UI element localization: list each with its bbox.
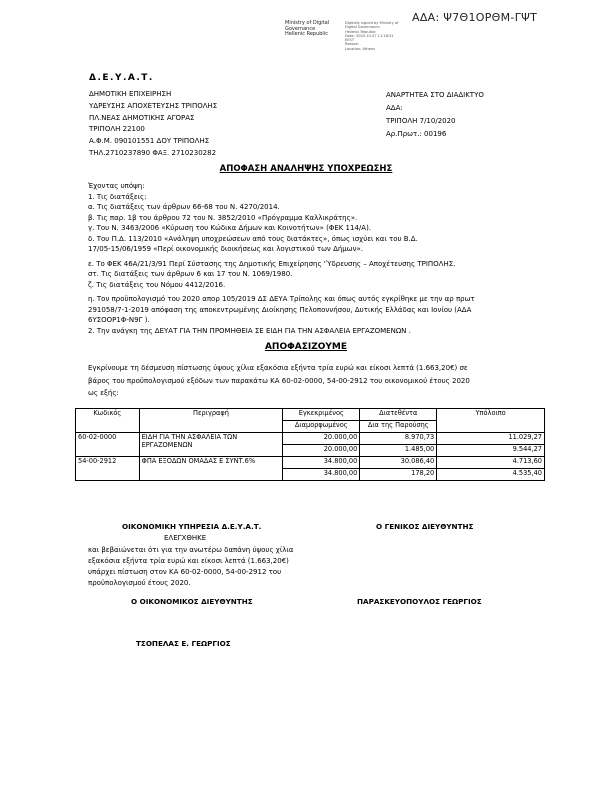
row-description-line: ΕΡΓΑΖΟΜΕΝΩΝ <box>141 441 193 449</box>
header-right-line: ΑΝΑΡΤΗΤΕΑ ΣΤΟ ΔΙΑΔΙΚΤΥΟ <box>386 91 484 99</box>
decision-line: ως εξής: <box>88 389 119 397</box>
stamp-detail-line: Digital Governance, <box>345 25 381 30</box>
cell-approved: 34.800,00 <box>283 457 360 469</box>
table-header-row <box>76 409 545 421</box>
header-description: Περιγραφή <box>139 409 283 433</box>
cell-remaining: 4.535,40 <box>437 469 545 481</box>
stamp-ministry-line: Governance <box>285 25 316 32</box>
stamp-ministry-line: Hellenic Republic <box>285 31 328 38</box>
row-code: 60-02-0000 <box>76 433 140 457</box>
general-director-name: ΠΑΡΑΣΚΕΥΟΠΟΥΛΟΣ ΓΕΩΡΓΙΟΣ <box>357 597 482 606</box>
header-left-line: ΔΗΜΟΤΙΚΗ ΕΠΙΧΕΙΡΗΣΗ <box>89 90 172 98</box>
consideration-line: γ. Του Ν. 3463/2006 «Κύρωση του Κώδικα Δήμων και Κοινοτήτων» (ΦΕΚ 114/Α). <box>88 224 372 232</box>
finance-service-title: ΟΙΚΟΝΟΜΙΚΗ ΥΠΗΡΕΣΙΑ Δ.Ε.Υ.Α.Τ. <box>122 522 262 531</box>
header-left-line: Α.Φ.Μ. 090101551 ΔΟΥ ΤΡΙΠΟΛΗΣ <box>89 137 210 146</box>
stamp-detail-line: Reason: <box>345 42 360 47</box>
cell-approved: 20.000,00 <box>283 445 360 457</box>
cell-allocated: 30.086,40 <box>360 457 437 469</box>
digital-signature-stamp <box>285 21 398 51</box>
cell-approved: 20.000,00 <box>283 433 360 445</box>
header-allocated: Διατεθέντα <box>360 409 437 421</box>
subheader-shaped: Διαμορφωμένος <box>283 421 360 433</box>
consideration-line: ζ. Τις διατάξεις του Νόμου 4412/2016. <box>88 280 226 289</box>
considerations <box>88 181 543 336</box>
finance-director-name: ΤΣΟΠΕΛΑΣ Ε. ΓΕΩΡΓΙΟΣ <box>136 639 231 648</box>
cell-remaining: 11.029,27 <box>437 433 545 445</box>
consideration-line: δ. Του Π.Δ. 113/2010 «Ανάληψη υποχρεώσεων από τους διατάκτες», όπως ισχύει και του Β.Δ. <box>88 234 418 243</box>
header-right <box>386 89 484 141</box>
header-right-line: ΑΔΑ: <box>386 104 403 112</box>
decision-text <box>88 362 543 400</box>
cell-approved: 34.800,00 <box>283 469 360 481</box>
consideration-line: 2. Την ανάγκη της ΔΕΥΑΤ ΓΙΑ ΤΗΝ ΠΡΟΜΗΘΕΙΑ ΣΕ ΕΙΔΗ ΓΙΑ ΤΗΝ ΑΣΦΑΛΕΙΑ ΕΡΓΑΖΟΜΕΝΩΝ . <box>88 326 411 335</box>
consideration-line: α. Τις διατάξεις των άρθρων 66-68 του Ν. 4270/2014. <box>88 203 280 211</box>
decision-line: βάρος του προϋπολογισμού εξόδων των παρακάτω ΚΑ 60-02-0000, 54-00-2912 του οικονομικού έτους 2020 <box>88 376 470 385</box>
stamp-detail-line: Digitally signed by Ministry of <box>345 21 399 25</box>
cell-allocated: 8.970,73 <box>360 433 437 445</box>
header-code: Κωδικός <box>76 409 140 433</box>
stamp-detail-line: EEST <box>345 38 355 43</box>
table-row <box>76 457 545 469</box>
row-description: ΦΠΑ ΕΞΟΔΩΝ ΟΜΑΔΑΣ Ε ΣΥΝΤ.6% <box>139 457 283 481</box>
stamp-ministry-line: Ministry of Digital <box>285 20 330 26</box>
header-right-line: ΤΡΙΠΟΛΗ 7/10/2020 <box>386 117 456 125</box>
header-left-line: ΤΡΙΠΟΛΗ 22100 <box>89 125 145 134</box>
header-left <box>89 89 217 160</box>
general-director-title: Ο ΓΕΝΙΚΟΣ ΔΙΕΥΘΥΝΤΗΣ <box>376 522 474 531</box>
consideration-line: 6ΥΣΟΟΡ1Φ-Ν9Γ ). <box>88 316 150 324</box>
header-left-line: ΥΔΡΕΥΣΗΣ ΑΠΟΧΕΤΕΥΣΗΣ ΤΡΙΠΟΛΗΣ <box>89 101 218 110</box>
checked-label: ΕΛΕΓΧΘΗΚΕ <box>164 534 207 542</box>
consideration-line: η. Τον προϋπολογισμό του 2020 απορ 105/2019 ΔΣ ΔΕΥΑ Τρίπολης και όπως αυτός εγκρίθηκε με την αρ πρωτ <box>88 295 475 303</box>
header-left-line: ΤΗΛ.2710237890 ΦΑΞ. 2710230282 <box>89 148 217 157</box>
budget-table <box>75 408 545 481</box>
header-right-line: Αρ.Πρωτ.: 00196 <box>386 130 447 138</box>
table-row <box>76 433 545 445</box>
header-approved: Εγκεκριμένος <box>283 409 360 421</box>
consideration-line: 291058/7-1-2019 απόφαση της αποκεντρωμένης Διοίκησης Πελοποννήσου, Δυτικής Ελλάδας και Ιονίου (ΑΔΑ <box>88 305 472 314</box>
stamp-detail-line: Location: Athens <box>345 46 375 51</box>
cell-allocated: 178,20 <box>360 469 437 481</box>
stamp-detail-line: Hellenic Republic <box>345 29 376 34</box>
header-remaining: Υπόλοιπο <box>437 409 545 433</box>
consideration-line: στ. Τις διατάξεις των άρθρων 6 και 17 του Ν. 1069/1980. <box>88 270 293 278</box>
verification-line: υπάρχει πίστωση στον ΚΑ 60-02-0000, 54-00-2912 του <box>88 568 282 576</box>
decision-line: Εγκρίνουμε τη δέσμευση πίστωσης ύψους χίλια εξακόσια εξήντα τρία ευρώ και είκοσι λεπτά (1.663,20€) σε <box>88 364 468 372</box>
document-title: ΑΠΟΦΑΣΗ ΑΝΑΛΗΨΗΣ ΥΠΟΧΡΕΩΣΗΣ <box>219 164 393 174</box>
stamp-detail-line: Date: 2020.10.07 11:18:51 <box>345 33 394 38</box>
consideration-line: β. Τις παρ. 1β του άρθρου 72 του Ν. 3852/2010 «Πρόγραμμα Καλλικράτης». <box>88 213 358 222</box>
row-description-line: ΕΙΔΗ ΓΙΑ ΤΗΝ ΑΣΦΑΛΕΙΑ ΤΩΝ <box>141 433 238 441</box>
consideration-line: 1. Τις διατάξεις: <box>88 192 147 201</box>
decision-title: ΑΠΟΦΑΣΙΖΟΥΜΕ <box>264 342 348 352</box>
row-description <box>139 433 283 457</box>
subheader-present: Δια της Παρούσης <box>360 421 437 433</box>
verification-line: εξακόσια εξήντα τρία ευρώ και είκοσι λεπτά (1.663,20€) <box>88 557 289 565</box>
verification-line: και βεβαιώνεται ότι για την ανωτέρω δαπάνη ύψους χίλια <box>88 546 294 554</box>
verification-line: προϋπολογισμού έτους 2020. <box>88 579 191 587</box>
cell-remaining: 9.544,27 <box>437 445 545 457</box>
header-left-line: ΠΛ.ΝΕΑΣ ΔΗΜΟΤΙΚΗΣ ΑΓΟΡΑΣ <box>89 113 195 122</box>
cell-remaining: 4.713,60 <box>437 457 545 469</box>
consideration-line: ε. Το ΦΕΚ 46Α/21/3/91 Περί Σύστασης της Δημοτικής Επιχείρησης 'Ύδρευσης – Αποχέτευσης ΤΡΙΠΟΛΗΣ. <box>88 259 456 268</box>
intro-text: Έχοντας υπόψη: <box>88 182 145 190</box>
finance-director-role: Ο ΟΙΚΟΝΟΜΙΚΟΣ ΔΙΕΥΘΥΝΤΗΣ <box>131 597 253 606</box>
consideration-line: 17/05-15/06/1959 «Περί οικονομικής διοικήσεως και λογιστικού των Δήμων». <box>88 245 364 253</box>
row-code: 54-00-2912 <box>76 457 140 481</box>
verification-text <box>88 545 350 589</box>
cell-allocated: 1.485,00 <box>360 445 437 457</box>
ada-code: ΑΔΑ: Ψ7Θ1ΟΡΘΜ-ΓΨΤ <box>412 11 538 24</box>
organization-name: Δ.Ε.Υ.Α.Τ. <box>89 73 154 83</box>
